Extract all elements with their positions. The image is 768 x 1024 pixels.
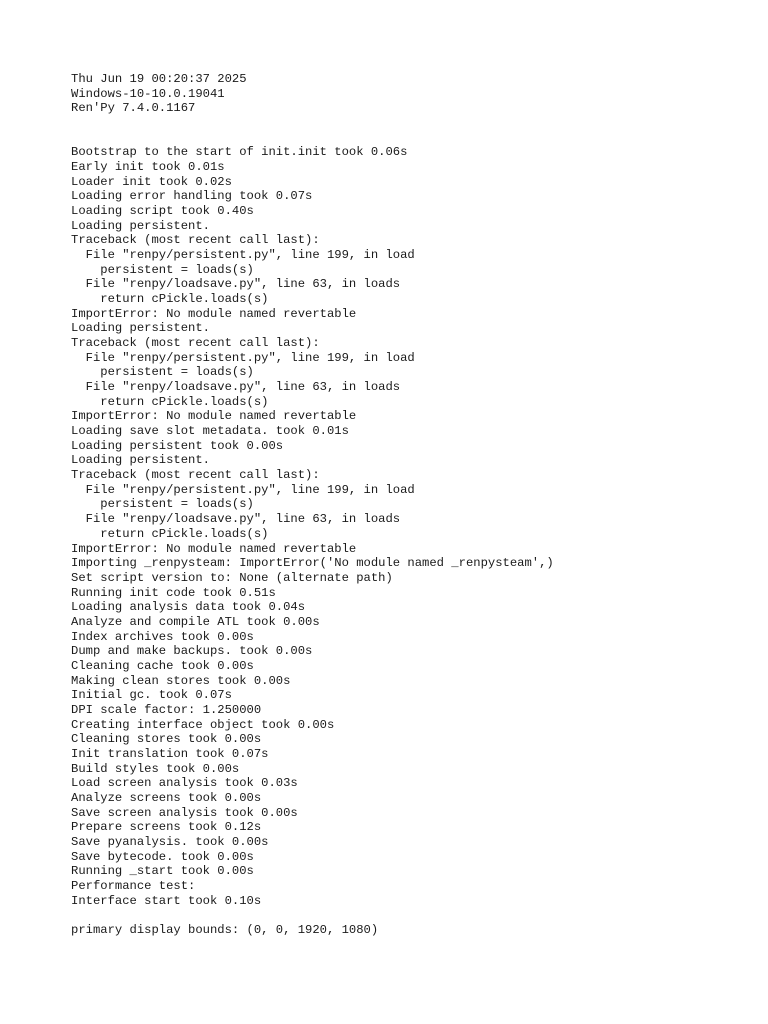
log-line: Loading analysis data took 0.04s <box>71 600 306 615</box>
log-text-block <box>71 72 554 938</box>
log-line: primary display bounds: (0, 0, 1920, 1080) <box>71 922 379 937</box>
log-line: Build styles took 0.00s <box>71 761 240 776</box>
log-line: persistent = loads(s) <box>71 262 254 277</box>
log-line: File "renpy/loadsave.py", line 63, in loads <box>71 380 401 395</box>
log-line: return cPickle.loads(s) <box>71 526 269 541</box>
log-line: Cleaning cache took 0.00s <box>71 658 254 673</box>
log-line: Cleaning stores took 0.00s <box>71 732 262 747</box>
log-line: return cPickle.loads(s) <box>71 394 269 409</box>
log-line: Index archives took 0.00s <box>71 629 254 644</box>
log-line: Loading persistent. <box>71 218 210 233</box>
log-line: ImportError: No module named revertable <box>71 541 357 556</box>
log-line: Initial gc. took 0.07s <box>71 688 232 703</box>
log-line: Early init took 0.01s <box>71 160 225 175</box>
log-line: Analyze and compile ATL took 0.00s <box>71 614 320 629</box>
log-line: Bootstrap to the start of init.init took 0.06s <box>71 145 408 160</box>
log-line: Performance test: <box>71 878 196 893</box>
log-line: Dump and make backups. took 0.00s <box>71 644 313 659</box>
log-line: Init translation took 0.07s <box>71 746 269 761</box>
log-line: ImportError: No module named revertable <box>71 306 357 321</box>
log-line: Loading save slot metadata. took 0.01s <box>71 424 349 439</box>
log-line: File "renpy/persistent.py", line 199, in load <box>71 482 415 497</box>
log-line: DPI scale factor: 1.250000 <box>71 702 262 717</box>
log-line: File "renpy/persistent.py", line 199, in load <box>71 350 415 365</box>
log-line: Save bytecode. took 0.00s <box>71 849 254 864</box>
log-line: Ren'Py 7.4.0.1167 <box>71 101 196 116</box>
log-line: Analyze screens took 0.00s <box>71 790 262 805</box>
log-line: Loading persistent. <box>71 453 210 468</box>
log-line: File "renpy/loadsave.py", line 63, in loads <box>71 512 401 527</box>
log-line: Windows-10-10.0.19041 <box>71 86 225 101</box>
log-line: Loading error handling took 0.07s <box>71 189 313 204</box>
log-line: Traceback (most recent call last): <box>71 233 320 248</box>
log-line: Creating interface object took 0.00s <box>71 717 335 732</box>
log-line: Running _start took 0.00s <box>71 864 254 879</box>
log-line: Making clean stores took 0.00s <box>71 673 291 688</box>
log-line: persistent = loads(s) <box>71 497 254 512</box>
log-line: Interface start took 0.10s <box>71 893 262 908</box>
log-line: Save pyanalysis. took 0.00s <box>71 834 269 849</box>
log-line: Loading persistent took 0.00s <box>71 438 284 453</box>
log-line: Prepare screens took 0.12s <box>71 820 262 835</box>
log-line: ImportError: No module named revertable <box>71 409 357 424</box>
log-line: return cPickle.loads(s) <box>71 292 269 307</box>
log-line: persistent = loads(s) <box>71 365 254 380</box>
log-line: File "renpy/persistent.py", line 199, in load <box>71 248 415 263</box>
log-line <box>71 131 554 146</box>
log-line: Set script version to: None (alternate path) <box>71 570 393 585</box>
log-line: Thu Jun 19 00:20:37 2025 <box>71 72 247 86</box>
log-line: Loading persistent. <box>71 321 210 336</box>
log-line: Save screen analysis took 0.00s <box>71 805 298 820</box>
log-line <box>71 116 554 131</box>
log-line <box>71 908 554 923</box>
log-line: Load screen analysis took 0.03s <box>71 776 298 791</box>
log-line: Importing _renpysteam: ImportError('No module named _renpysteam',) <box>71 556 554 571</box>
log-line: File "renpy/loadsave.py", line 63, in loads <box>71 277 401 292</box>
log-line: Loader init took 0.02s <box>71 174 232 189</box>
log-line: Traceback (most recent call last): <box>71 336 320 351</box>
log-line: Running init code took 0.51s <box>71 585 276 600</box>
log-line: Loading script took 0.40s <box>71 204 254 219</box>
log-line: Traceback (most recent call last): <box>71 468 320 483</box>
